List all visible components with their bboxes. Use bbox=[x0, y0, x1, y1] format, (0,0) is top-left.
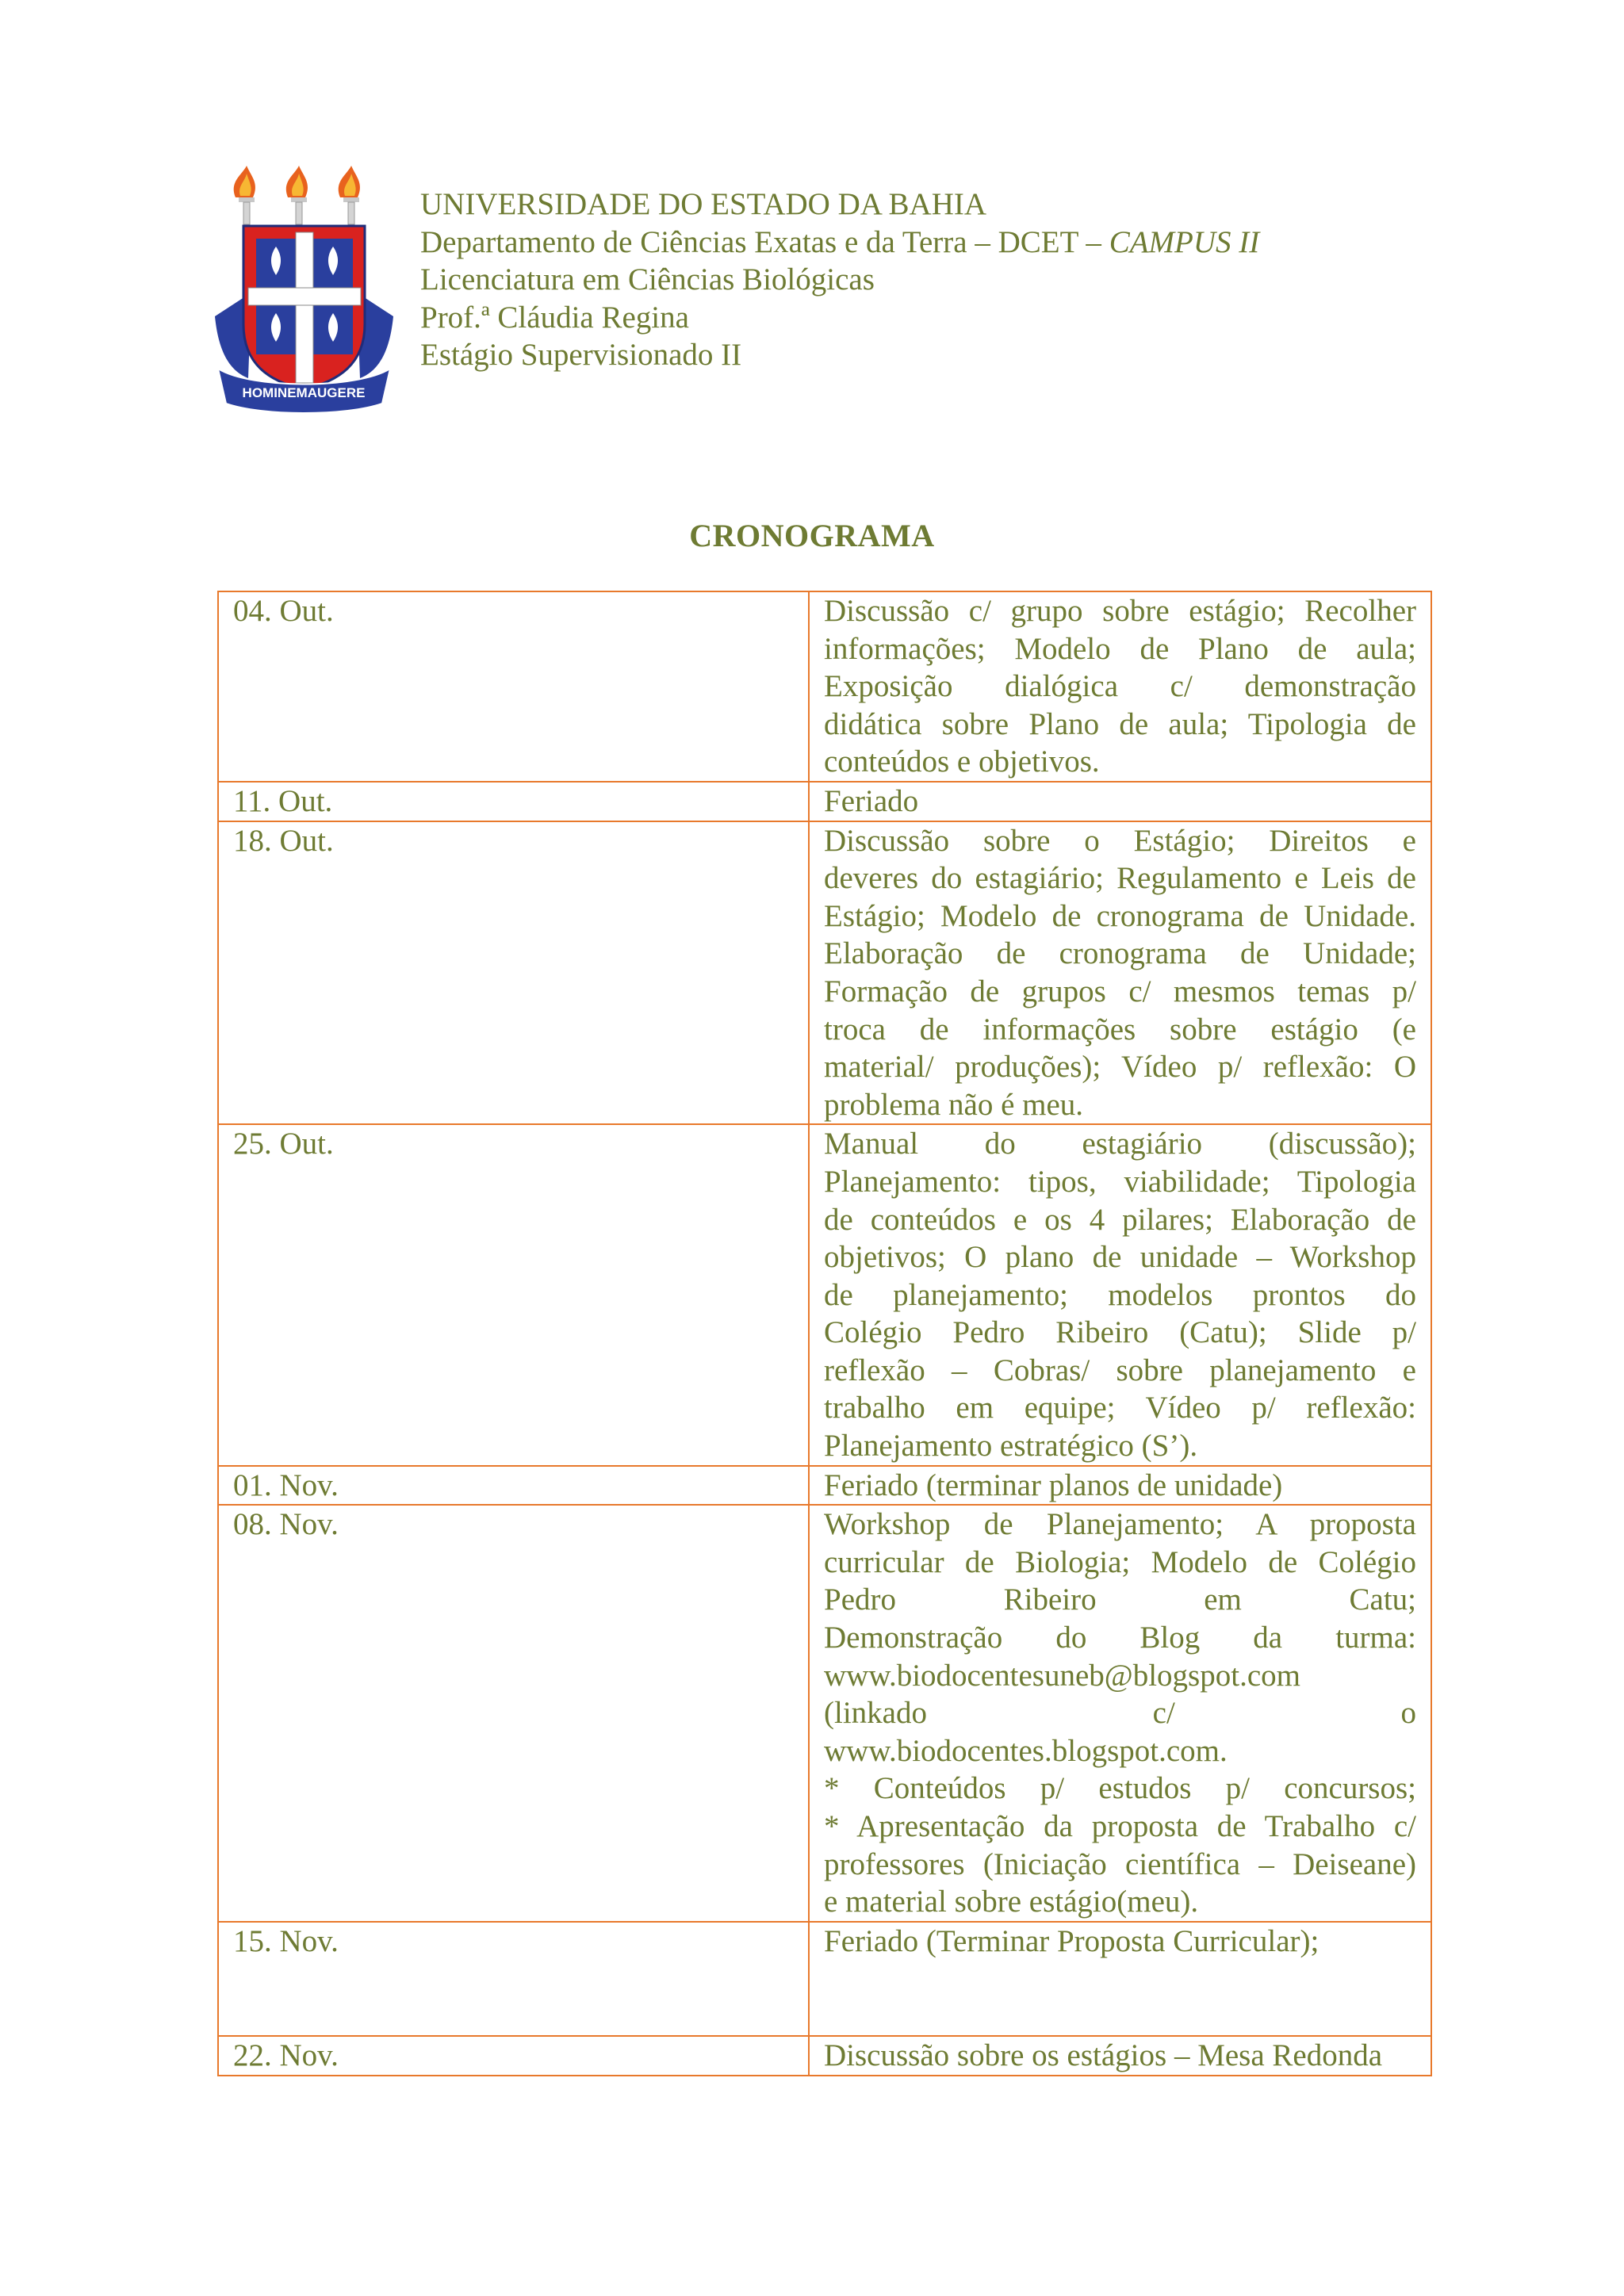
activity-line: (linkado c/ o bbox=[824, 1696, 1416, 1731]
activity-line: Workshop de Planejamento; A proposta bbox=[824, 1507, 1416, 1542]
department-line bbox=[420, 224, 1259, 262]
activity-line: objetivos; O plano de unidade – Workshop bbox=[824, 1240, 1416, 1275]
discipline-name: Estágio Supervisionado II bbox=[420, 338, 742, 372]
department-name: Departamento de Ciências Exatas e da Terra – DCET – bbox=[420, 224, 1109, 259]
activity-line: Elaboração de cronograma de Unidade; bbox=[824, 936, 1416, 971]
activity-line: Discussão sobre os estágios – Mesa Redonda bbox=[824, 2038, 1383, 2073]
schedule-row bbox=[218, 1922, 1431, 2037]
schedule-activities bbox=[809, 2036, 1431, 2076]
course-name: Licenciatura em Ciências Biológicas bbox=[420, 262, 875, 297]
activity-line: Feriado (Terminar Proposta Curricular); bbox=[824, 1923, 1320, 1958]
activity-line: Colégio Pedro Ribeiro (Catu); Slide p/ bbox=[824, 1315, 1416, 1350]
schedule-date: 25. Out. bbox=[218, 1124, 809, 1465]
activity-line: didática sobre Plano de aula; Tipologia de bbox=[824, 706, 1416, 741]
activity-line: www.biodocentesuneb@blogspot.com bbox=[824, 1658, 1300, 1693]
schedule-date: 01. Nov. bbox=[218, 1466, 809, 1506]
schedule-table-body bbox=[218, 591, 1431, 2076]
activity-line: Formação de grupos c/ mesmos temas p/ bbox=[824, 974, 1416, 1008]
campus-name: CAMPUS II bbox=[1109, 224, 1260, 259]
schedule-table bbox=[217, 591, 1432, 2076]
schedule-row bbox=[218, 1505, 1431, 1922]
schedule-row bbox=[218, 1124, 1431, 1465]
schedule-activities bbox=[809, 1505, 1431, 1922]
schedule-date: 18. Out. bbox=[218, 821, 809, 1125]
activity-line: www.biodocentes.blogspot.com. bbox=[824, 1733, 1228, 1768]
activity-line: problema não é meu. bbox=[824, 1087, 1084, 1122]
activity-line: Feriado bbox=[824, 783, 919, 818]
activity-line: Manual do estagiário (discussão); bbox=[824, 1127, 1416, 1161]
schedule-activities bbox=[809, 1922, 1431, 2037]
logo-motto-text: HOMINEMAUGERE bbox=[242, 385, 366, 400]
row-spacer bbox=[824, 1960, 1416, 2035]
activity-line: Planejamento: tipos, viabilidade; Tipologia bbox=[824, 1164, 1416, 1199]
schedule-activities bbox=[809, 821, 1431, 1125]
schedule-activities bbox=[809, 591, 1431, 782]
torch-icon bbox=[339, 166, 360, 224]
torch-icon bbox=[286, 166, 308, 224]
schedule-date: 08. Nov. bbox=[218, 1505, 809, 1922]
university-name: UNIVERSIDADE DO ESTADO DA BAHIA bbox=[420, 187, 987, 221]
activity-line: troca de informações sobre estágio (e bbox=[824, 1012, 1416, 1047]
institution-info bbox=[420, 186, 1259, 374]
activity-line: deveres do estagiário; Regulamento e Leis de bbox=[824, 861, 1416, 896]
activity-line: Exposição dialógica c/ demonstração bbox=[824, 669, 1416, 704]
activity-line: Estágio; Modelo de cronograma de Unidade. bbox=[824, 898, 1416, 933]
torch-icon bbox=[234, 166, 255, 224]
schedule-activities bbox=[809, 782, 1431, 821]
schedule-row bbox=[218, 1466, 1431, 1506]
activity-line: conteúdos e objetivos. bbox=[824, 744, 1100, 779]
schedule-row bbox=[218, 591, 1431, 782]
activity-line: de conteúdos e os 4 pilares; Elaboração de bbox=[824, 1202, 1416, 1237]
activity-line: Feriado (terminar planos de unidade) bbox=[824, 1468, 1283, 1502]
activity-line: curricular de Biologia; Modelo de Colégio bbox=[824, 1544, 1416, 1579]
activity-line: * Conteúdos p/ estudos p/ concursos; bbox=[824, 1771, 1416, 1806]
schedule-activities bbox=[809, 1124, 1431, 1465]
activity-line: reflexão – Cobras/ sobre planejamento e bbox=[824, 1353, 1416, 1387]
activity-line: Discussão c/ grupo sobre estágio; Recolher bbox=[824, 594, 1416, 628]
schedule-date: 04. Out. bbox=[218, 591, 809, 782]
university-coat-of-arms-logo bbox=[212, 166, 396, 416]
schedule-row bbox=[218, 782, 1431, 821]
activity-line: material/ produções); Vídeo p/ reflexão: O bbox=[824, 1050, 1416, 1085]
professor-name: Prof.ª Cláudia Regina bbox=[420, 300, 689, 335]
activity-line: e material sobre estágio(meu). bbox=[824, 1885, 1199, 1919]
page-title: CRONOGRAMA bbox=[689, 518, 935, 553]
activity-line: de planejamento; modelos prontos do bbox=[824, 1277, 1416, 1312]
schedule-date: 11. Out. bbox=[218, 782, 809, 821]
activity-line: Pedro Ribeiro em Catu; bbox=[824, 1582, 1416, 1617]
schedule-activities bbox=[809, 1466, 1431, 1506]
activity-line: * Apresentação da proposta de Trabalho c/ bbox=[824, 1809, 1416, 1843]
activity-line: professores (Iniciação científica – Deiseane) bbox=[824, 1846, 1416, 1881]
activity-line: Demonstração do Blog da turma: bbox=[824, 1621, 1416, 1655]
activity-line: Discussão sobre o Estágio; Direitos e bbox=[824, 823, 1416, 858]
activity-line: trabalho em equipe; Vídeo p/ reflexão: bbox=[824, 1391, 1416, 1425]
schedule-row bbox=[218, 821, 1431, 1125]
schedule-row bbox=[218, 2036, 1431, 2076]
activity-line: informações; Modelo de Plano de aula; bbox=[824, 631, 1416, 666]
schedule-date: 22. Nov. bbox=[218, 2036, 809, 2076]
schedule-date: 15. Nov. bbox=[218, 1922, 809, 2037]
activity-line: Planejamento estratégico (S’). bbox=[824, 1429, 1198, 1464]
